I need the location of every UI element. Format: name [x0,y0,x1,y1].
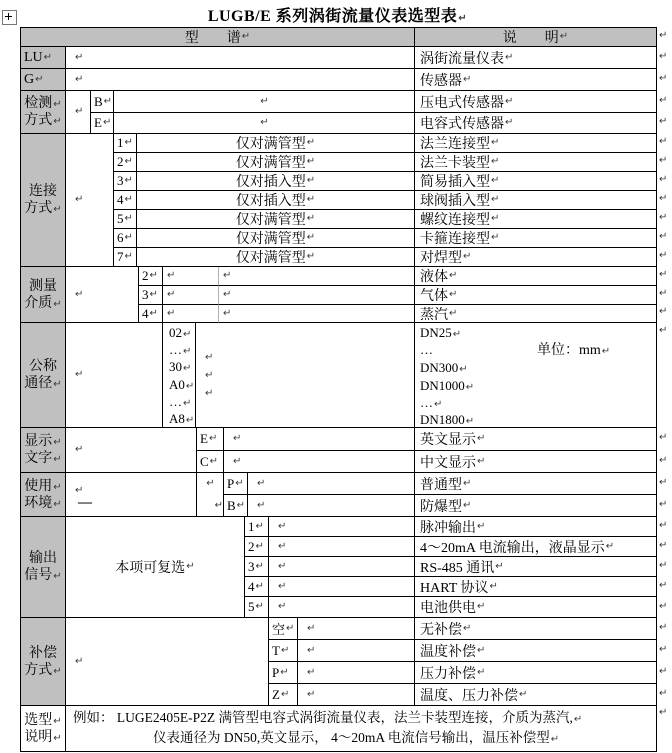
code-1-pulse: 1 ↵ [245,517,269,537]
section-selection-example [21,706,656,751]
row-header-connection: 连接 方式↵ [21,134,66,267]
empty-cell: ↵ [163,286,219,305]
desc-pressure-compensation: 压力补偿 ↵ [415,662,656,684]
section-connection-mode [21,134,656,267]
code-4-hart: 4 ↵ [245,577,269,597]
code-5-battery: 5 ↵ [245,597,269,618]
code-4-steam: 4 ↵ [139,305,163,323]
desc-ball-valve-insertion: 球阀插入型 ↵ [415,191,656,210]
empty-cell-with-dash: ↵ — [66,473,197,517]
empty-cell: ↵ [66,323,163,428]
row-header-example: 选型↵ 说明↵ [21,706,66,751]
section-display-language [21,428,656,473]
row-header-diameter: 公称 通径↵ [21,323,66,428]
row-header-detection: 检测↵ 方式↵ [21,91,66,134]
section-medium [21,267,656,323]
empty-cell: ↵ [66,47,415,69]
code-c-chinese: C ↵ [197,451,224,473]
code-5: 5 ↵ [114,210,137,229]
code-e: E ↵ [91,113,114,134]
row-header-output: 输出 信号↵ [21,517,66,618]
desc-no-compensation: 无补偿 ↵ [415,618,656,640]
code-g: G ↵ [21,69,66,91]
code-p: P ↵ [269,662,298,684]
row-lu [21,47,656,69]
empty-cell: ↵ [114,113,415,134]
desc-temp-pressure-compensation: 温度、压力补偿 ↵ [415,684,656,706]
code-b-explosionproof: B ↵ [224,495,248,517]
empty-cell: ↵ [219,286,415,305]
note-multi-select: 本项可复选 ↵ [66,517,245,618]
note-full-pipe: 仅对满管型 ↵ [137,153,415,172]
desc-current-output: 4～20mA 电流输出，液晶显示 ↵ [415,537,656,557]
desc-english-display: 英文显示 ↵ [415,428,656,451]
code-3-rs485: 3 ↵ [245,557,269,577]
desc-lu: 涡街流量仪表 ↵ [415,47,656,69]
code-2: 2 ↵ [114,153,137,172]
empty-cell: ↵ [66,267,139,323]
section-nominal-diameter [21,323,656,428]
empty-cell: ↵ [66,69,415,91]
code-blank: 空 ↵ [269,618,298,640]
page-title: LUGB/E 系列涡街流量仪表选型表↵ [207,8,468,25]
note-full-pipe: 仅对满管型 ↵ [137,134,415,153]
desc-hart: HART 协议 ↵ [415,577,656,597]
section-detection-mode [21,91,656,134]
unit-label: 单位：mm [537,343,601,359]
header-description: 说 明 ↵ [415,28,656,47]
note-full-pipe: 仅对满管型 ↵ [137,229,415,248]
pilcrow-mark: ↵ [458,13,468,24]
desc-liquid: 液体 ↵ [415,267,656,286]
empty-cell: ↵ [269,557,415,577]
note-insertion: 仅对插入型 ↵ [137,172,415,191]
selection-table [20,27,657,752]
desc-thread-connect: 螺纹连接型 ↵ [415,210,656,229]
empty-cell: ↵ [298,684,415,706]
empty-cell: ↵ [269,597,415,618]
code-3-gas: 3 ↵ [139,286,163,305]
empty-cell: ↵ [269,577,415,597]
dash-mark: — [78,494,91,510]
code-3: 3 ↵ [114,172,137,191]
empty-cell: ↵ [224,428,415,451]
empty-cell: ↵ [163,305,219,323]
desc-ordinary-type: 普通型 ↵ [415,473,656,495]
row-header-compensation: 补偿 方式↵ [21,618,66,706]
desc-clamp-connect: 卡箍连接型 ↵ [415,229,656,248]
desc-piezoelectric: 压电式传感器 ↵ [415,91,656,113]
header-model-spectrum: 型 谱 ↵ [21,28,415,47]
code-t: T ↵ [269,640,298,662]
table-header-row [21,28,656,47]
desc-simple-insertion: 简易插入型 ↵ [415,172,656,191]
code-lu: LU ↵ [21,47,66,69]
row-g [21,69,656,91]
empty-cell: ↵ ↵ ↵ [196,323,415,428]
empty-cell: ↵ [66,134,114,267]
diameter-descriptions: DN25↵ … 单位：mm↵ DN300↵ DN1000↵ …↵ DN1800↵ [415,323,656,428]
code-1: 1 ↵ [114,134,137,153]
row-header-environment: 使用↵ 环境↵ [21,473,66,517]
desc-gas: 气体 ↵ [415,286,656,305]
empty-cell: ↵ [269,537,415,557]
connection-rows [114,134,656,267]
table-row [91,91,656,113]
note-full-pipe: 仅对满管型 ↵ [137,248,415,267]
empty-cell: ↵ [219,305,415,323]
desc-battery-power: 电池供电 ↵ [415,597,656,618]
desc-capacitive: 电容式传感器 ↵ [415,113,656,134]
desc-explosionproof-type: 防爆型 ↵ [415,495,656,517]
desc-rs485: RS-485 通讯 ↵ [415,557,656,577]
code-6: 6 ↵ [114,229,137,248]
empty-cell: ↵ [66,428,197,473]
note-insertion: 仅对插入型 ↵ [137,191,415,210]
diameter-codes: 02↵ …↵ 30↵ A0↵ …↵ A8↵ [163,323,196,428]
empty-cell: ↵ [219,267,415,286]
desc-g: 传感器 ↵ [415,69,656,91]
section-environment [21,473,656,517]
empty-cell: ↵ [224,451,415,473]
empty-cell: ↵ [298,640,415,662]
code-p-ordinary: P ↵ [224,473,248,495]
row-header-medium: 测量 介质↵ [21,267,66,323]
code-7: 7 ↵ [114,248,137,267]
desc-steam: 蒸汽 ↵ [415,305,656,323]
example-text: 例如： LUGE2405E-P2Z 满管型电容式涡街流量仪表，法兰卡装型连接，介质为蒸汽,↵ 仪表通径为 DN50,英文显示， 4～20mA 电流信号输出，温压补偿型↵ [73,710,583,745]
empty-cell: ↵ [114,91,415,113]
row-header-display: 显示↵ 文字↵ [21,428,66,473]
empty-cell: ↵ [298,662,415,684]
desc-pulse-output: 脉冲输出 ↵ [415,517,656,537]
empty-cell: ↵ [298,618,415,640]
empty-cell: ↵ [66,618,269,706]
table-row [91,113,656,134]
code-z: Z ↵ [269,684,298,706]
section-compensation [21,618,656,706]
desc-temp-compensation: 温度补偿 ↵ [415,640,656,662]
code-b: B ↵ [91,91,114,113]
desc-butt-weld: 对焊型 ↵ [415,248,656,267]
section-output-signal [21,517,656,618]
desc-flange-connect: 法兰连接型 ↵ [415,134,656,153]
word-document-page: LUGB/E 系列涡街流量仪表选型表↵ 型 谱 ↵ 说 明 ↵ LU ↵ ↵ 涡街流量仪表 ↵ G ↵ ↵ 传感器 ↵ 检测↵ 方式↵ ↵ B ↵ ↵ 压电式传感器 ↵ E ↵ ↵ 电容式传感器 ↵ 连接 方式↵ ↵ 1 ↵ 仅对满管型 ↵ 法兰连接型 ↵ 2 ↵ 仅对满管型 ↵ 法兰卡装型 ↵ 3 ↵ 仅对插入型 ↵ 简易插入型 ↵ 4 ↵ 仅对插入型 ↵ 球阀插入型 ↵ 5 ↵ 仅对满管型 ↵ 螺纹连接型 ↵ 6 ↵ 仅对满管型 ↵ 卡箍连接型 ↵ 7 ↵ 仅对满管型 ↵ 对焊型 ↵ 测量 介质↵ ↵ 2 ↵ ↵ ↵ 液体 ↵ 3 ↵ ↵ ↵ 气体 ↵ 4 ↵ ↵ ↵ 蒸汽 ↵ 公称 通径↵ ↵ 02↵ …↵ 30↵ A0↵ …↵ A8↵ ↵ ↵ ↵ DN25↵ … 单位：mm↵ DN300↵ DN1000↵ …↵ DN1800↵ 显示↵ 文字↵ ↵ E ↵ ↵ 英文显示 ↵ C ↵ ↵ 中文显示 ↵ 使用↵ 环境↵ ↵ — ↵ ↵ P ↵ ↵ 普通型 ↵ B ↵ ↵ 防爆型 ↵ 输出 信号↵ 本项可复选 ↵ 1 ↵ ↵ 脉冲输出 ↵ 2 ↵ ↵ 4～20mA 电流输出，液晶显示 ↵ 3 ↵ ↵ RS-485 通讯 ↵ 4 ↵ ↵ HART 协议 ↵ 5 ↵ ↵ 电池供电 ↵ 补偿 方式↵ ↵ 空 ↵ ↵ 无补偿 ↵ T ↵ ↵ 温度补偿 ↵ P ↵ ↵ 压力补偿 ↵ Z ↵ ↵ 温度、压力补偿 ↵ 选型↵ 说明↵ 例如： LUGE2405E-P2Z 满管型电容式涡街流量仪表，法兰卡装型连接，介质为蒸汽,↵ 仪表通径为 DN50,英文显示， 4～20mA 电流信号输出，温压补偿型↵ ↵ ↵ ↵ ↵ ↵ ↵ ↵ ↵ ↵ ↵ ↵ ↵ ↵ ↵ ↵ ↵ ↵ ↵ ↵ ↵ ↵ ↵ ↵ ↵ ↵ ↵ ↵ ↵ ↵ ↵ [0,0,672,753]
desc-flange-clamp: 法兰卡装型 ↵ [415,153,656,172]
code-2-liquid: 2 ↵ [139,267,163,286]
note-full-pipe: 仅对满管型 ↵ [137,210,415,229]
code-4: 4 ↵ [114,191,137,210]
table-move-handle-icon[interactable] [2,10,17,25]
empty-cell: ↵ [248,473,415,495]
desc-chinese-display: 中文显示 ↵ [415,451,656,473]
empty-cell: ↵ [66,91,91,134]
empty-cell: ↵ ↵ [197,473,224,517]
code-e-english: E ↵ [197,428,224,451]
empty-cell: ↵ [163,267,219,286]
empty-cell: ↵ [269,517,415,537]
code-2-current: 2 ↵ [245,537,269,557]
empty-cell: ↵ [248,495,415,517]
